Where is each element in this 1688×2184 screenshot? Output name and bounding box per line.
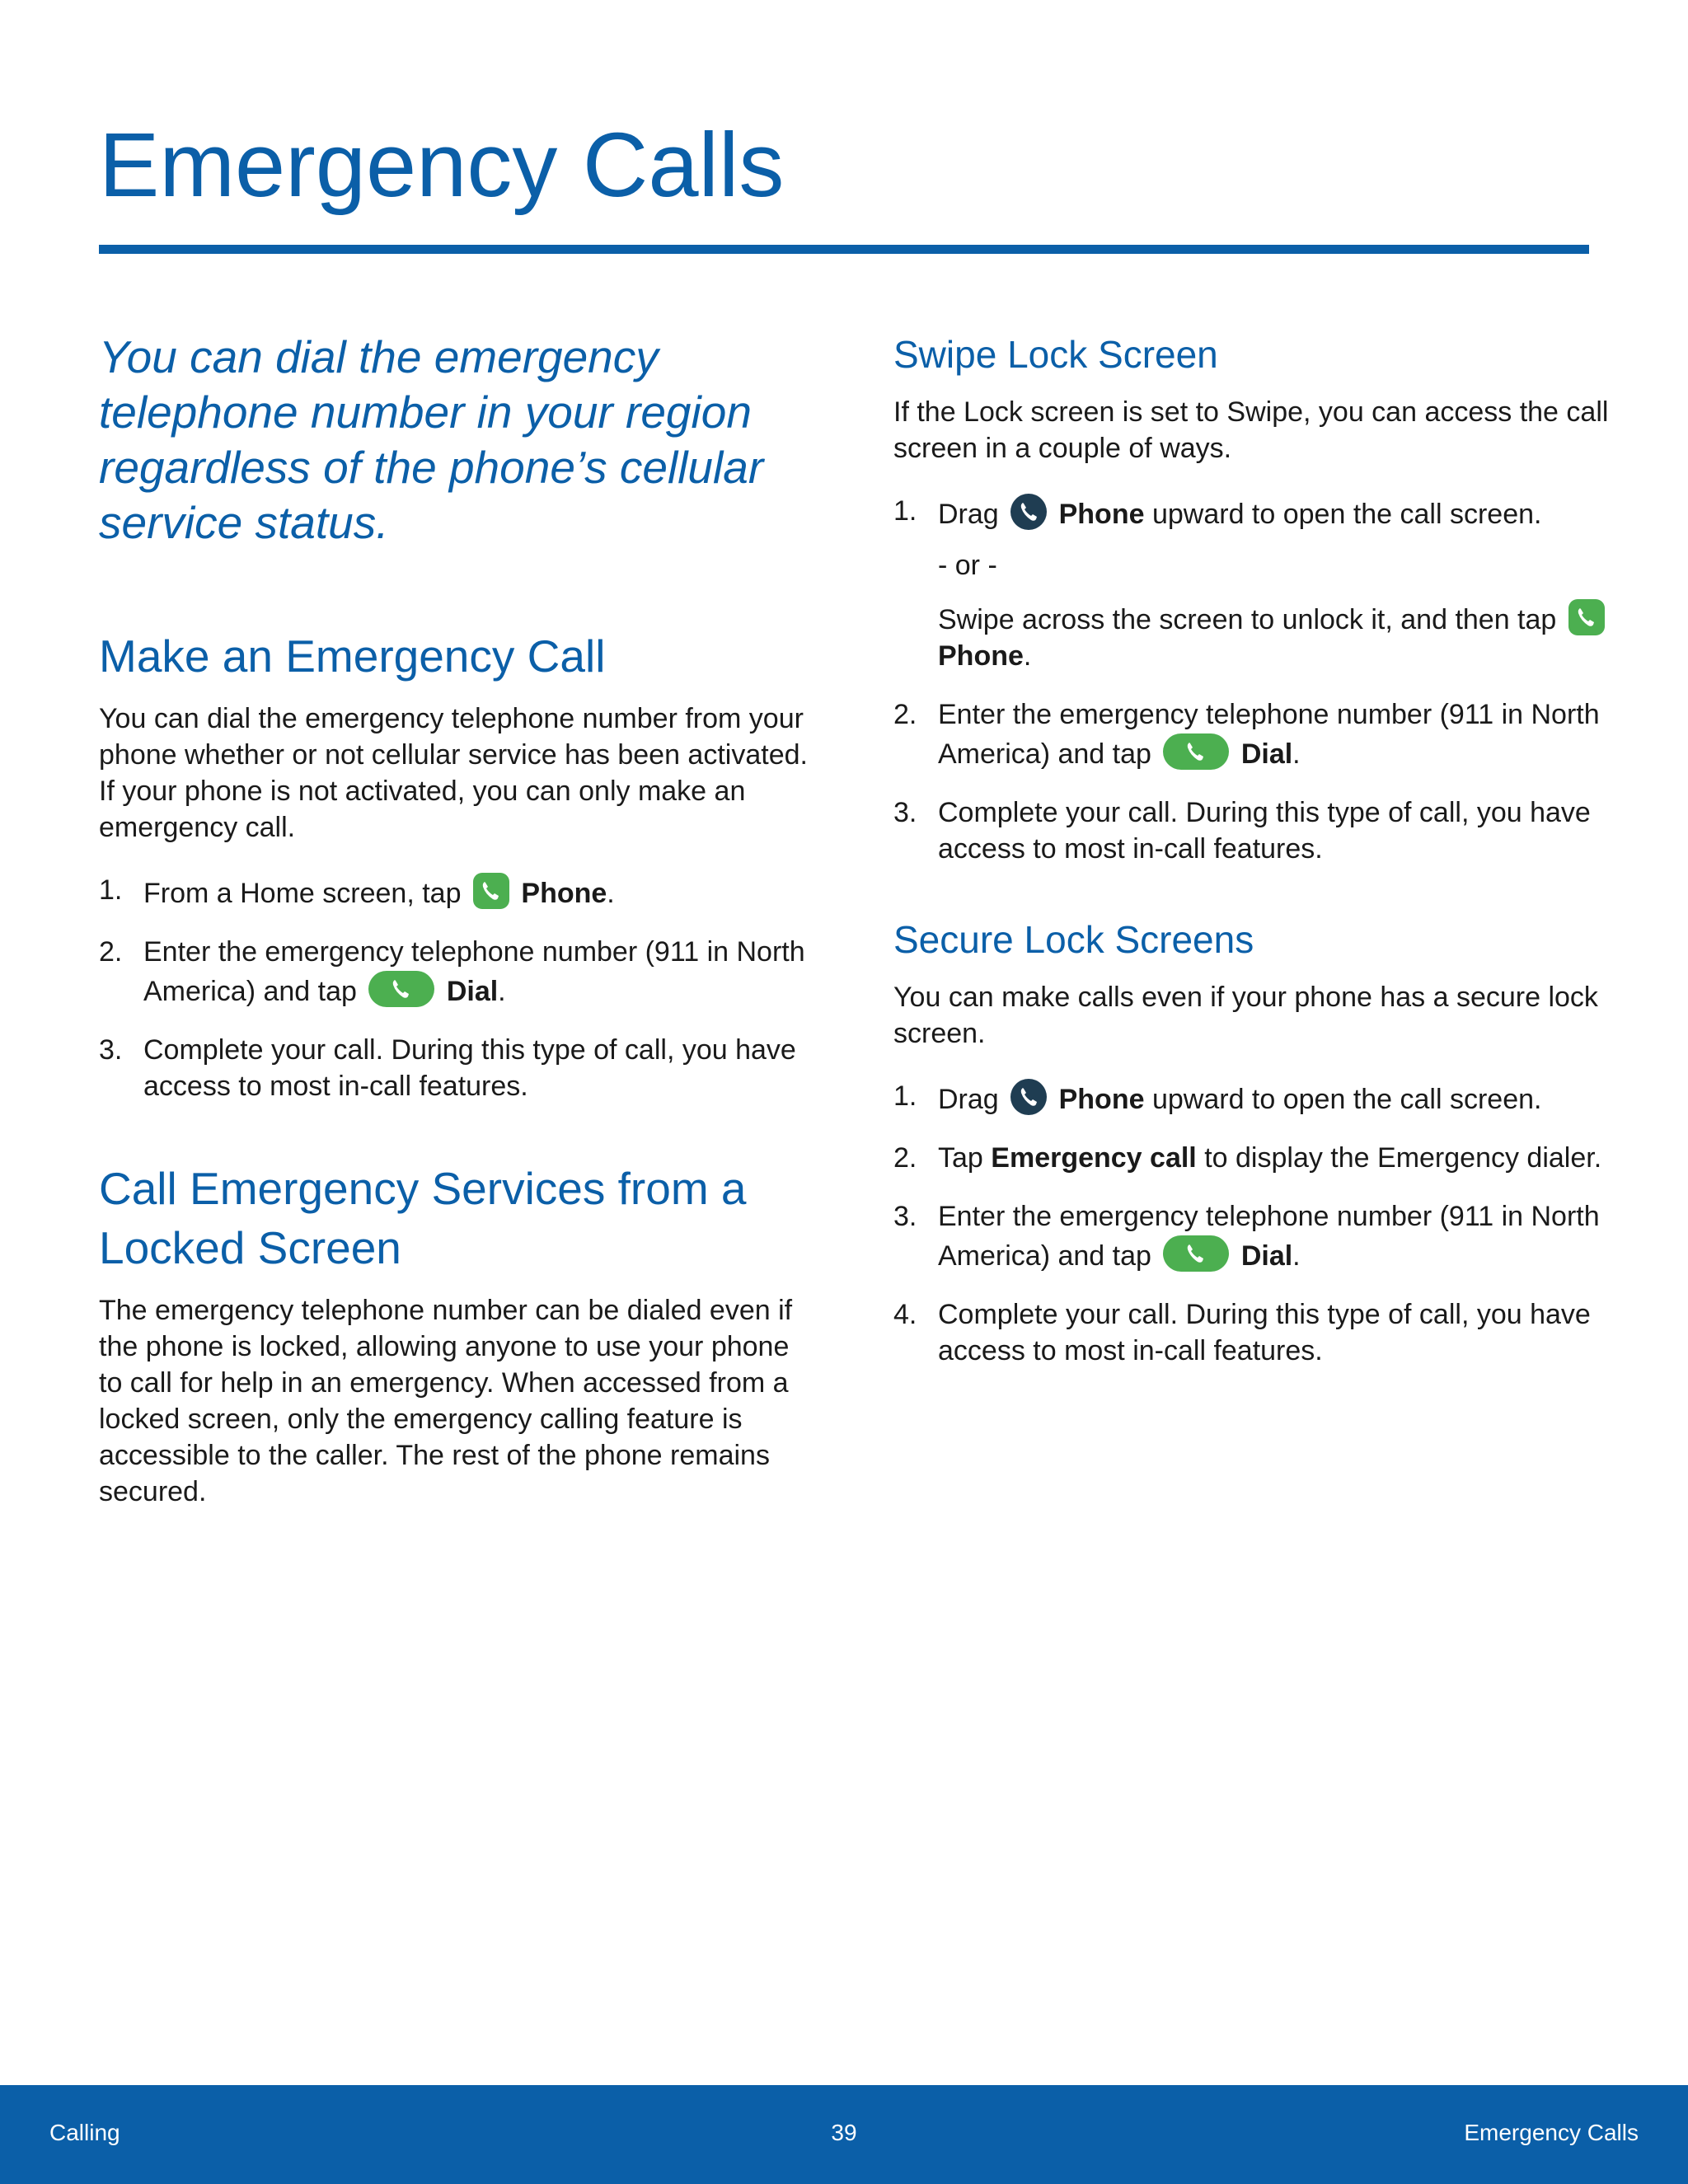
page-number: 39 xyxy=(831,2120,857,2145)
list-item: 1. Drag Phone upward to open the call screen. - or - Swipe across the screen to unlock it, and then tap Phone. xyxy=(893,493,1619,674)
locked-heading: Call Emergency Services from a Locked Screen xyxy=(99,1163,747,1273)
or-separator: - or - xyxy=(938,550,997,581)
list-item: 3. Complete your call. During this type of call, you have access to most in-call features. xyxy=(99,1034,796,1102)
list-item: 3. Complete your call. During this type of call, you have access to most in-call features. xyxy=(893,797,1591,865)
list-item: 2. Tap Emergency call to display the Emergency dialer. xyxy=(893,1142,1602,1174)
locked-body: The emergency telephone number can be dialed even if the phone is locked, allowing anyone to use your phone to call for help in an emergency. When accessed from a locked screen, only the emergency calling feature is accessible to the caller. The rest of the phone remains secured. xyxy=(99,1295,793,1507)
page-footer xyxy=(0,2085,1688,2184)
list-item: 1. From a Home screen, tap Phone. xyxy=(99,872,808,912)
alt-instruction: Swipe across the screen to unlock it, and then tap Phone. xyxy=(938,598,1619,674)
drag-phone-icon xyxy=(1010,1078,1048,1116)
drag-phone-icon xyxy=(1010,493,1048,531)
swipe-steps xyxy=(893,493,1619,867)
intro-text: You can dial the emergency telephone number in your region regardless of the phone’s cellular service status. xyxy=(99,331,764,548)
left-column xyxy=(99,330,808,1536)
swipe-body: If the Lock screen is set to Swipe, you can access the call screen in a couple of ways. xyxy=(893,396,1609,464)
secure-steps xyxy=(893,1078,1619,1369)
list-item: 2. Enter the emergency telephone number (911 in North America) and tap Dial. xyxy=(893,699,1600,770)
right-column xyxy=(893,330,1619,1391)
phone-app-icon xyxy=(1568,598,1606,636)
page-title: Emergency Calls xyxy=(99,115,785,216)
dial-button-icon xyxy=(368,970,435,1008)
list-item: 3. Enter the emergency telephone number (911 in North America) and tap Dial. xyxy=(893,1201,1600,1272)
swipe-heading: Swipe Lock Screen xyxy=(893,333,1218,376)
secure-body: You can make calls even if your phone has a secure lock screen. xyxy=(893,982,1598,1049)
phone-app-icon xyxy=(472,872,510,910)
list-item: 1. Drag Phone upward to open the call screen. xyxy=(893,1078,1619,1118)
list-item: 4. Complete your call. During this type of call, you have access to most in-call features. xyxy=(893,1299,1591,1366)
footer-chapter: Calling xyxy=(49,2120,120,2145)
dial-button-icon xyxy=(1162,1235,1230,1272)
title-rule xyxy=(99,245,1589,254)
secure-heading: Secure Lock Screens xyxy=(893,918,1254,961)
footer-section: Emergency Calls xyxy=(1464,2120,1639,2145)
dial-button-icon xyxy=(1162,733,1230,771)
list-item: 2. Enter the emergency telephone number (911 in North America) and tap Dial. xyxy=(99,936,805,1007)
make-call-steps xyxy=(99,872,808,1104)
make-call-body: You can dial the emergency telephone number from your phone whether or not cellular service has been activated. If your phone is not activated, you can only make an emergency call. xyxy=(99,703,808,843)
make-call-heading: Make an Emergency Call xyxy=(99,630,606,682)
